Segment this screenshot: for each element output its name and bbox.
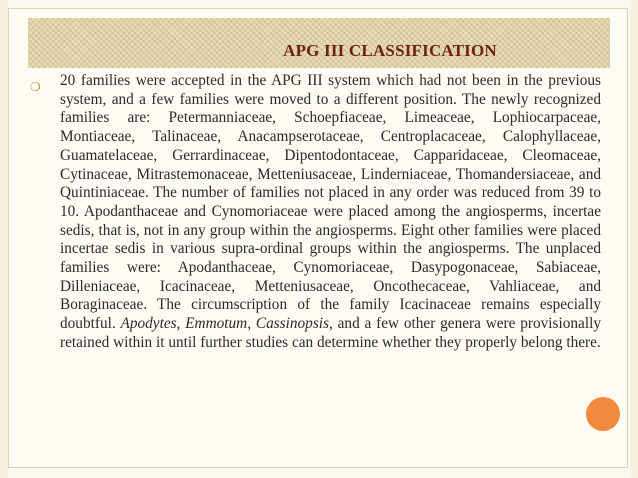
left-edge-bar [0, 0, 8, 478]
genera-names: Apodytes, Emmotum, Cassinopsis [120, 315, 329, 333]
slide-title: APG III CLASSIFICATION [283, 41, 497, 60]
orange-accent-circle [586, 397, 620, 431]
body-text-part-1: 20 families were accepted in the APG III system which had not been in the previous system, and a few families were moved to a different position. The newly recognized families are: Petermanniaceae, Schoepfiaceae, Limeaceae, Lophiocarpaceae, Montiaceae, Talinaceae, Anacampserotaceae, Centroplacaceae, Calophyllaceae, Guamatelaceae, Gerrardinaceae, Dipentodontaceae, Capparidaceae, Cleomaceae, Cytinaceae, Mitrastemonaceae, Metteniusaceae, Linderniaceae, Thomandersiaceae, and Quintiniaceae. The number of families not placed in any order was reduced from 39 to 10. Apodanthaceae and Cynomoriaceae were placed among the angiosperms, incertae sedis, that is, not in any group within the angiosperms. Eight other families were placed incertae sedis in various supra-ordinal groups within the angiosperms. The unplaced families were: Apodanthaceae, Cynomoriaceae, Dasypogonaceae, Sabiaceae, Dilleniaceae, Icacinaceae, Metteniusaceae, Oncothecaceae, Vahliaceae, and Boraginaceae. The circumscription of the family Icacinaceae remains especially doubtful. [60, 72, 601, 333]
bullet-text [60, 72, 601, 353]
body-text-part-2: , and a few other genera were provisionally retained within it until further studies can determine whether they properly belong there. [60, 315, 601, 351]
circle-bullet-icon: ❍ [30, 80, 41, 94]
right-edge-bar [630, 0, 638, 478]
